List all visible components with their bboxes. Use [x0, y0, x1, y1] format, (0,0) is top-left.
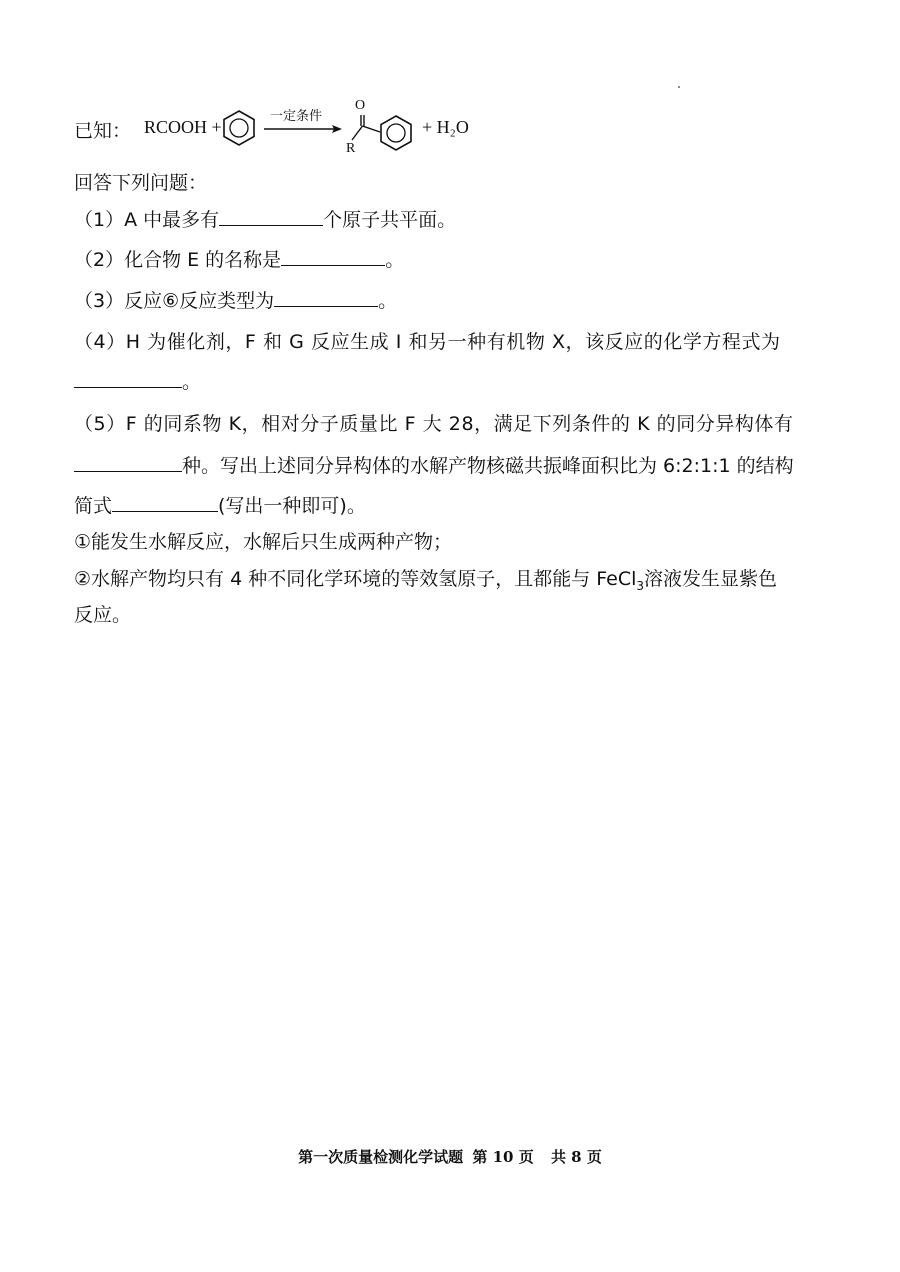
q2-answer-blank[interactable] — [281, 247, 385, 266]
reaction-condition: 一定条件 — [270, 109, 323, 124]
byproduct-water: + H₂O — [422, 117, 469, 137]
question-2 — [74, 245, 404, 272]
reaction-arrow-icon — [264, 124, 342, 134]
question-5-line-1: （5）F 的同系物 K，相对分子质量比 F 大 28，满足下列条件的 K 的同分异构体有 — [74, 413, 794, 435]
q5-line3-prefix: 简式 — [74, 495, 113, 517]
q3-suffix: 。 — [378, 290, 398, 312]
footer-total: 共 8 页 — [550, 1148, 602, 1166]
cond2-subscript: 3 — [636, 578, 645, 593]
benzene-ring-icon — [222, 110, 256, 146]
reactant-rcooh: RCOOH + — [144, 117, 222, 137]
q5-structure-blank[interactable] — [112, 493, 218, 512]
q2-suffix: 。 — [385, 249, 405, 271]
q1-prefix: （1）A 中最多有 — [74, 209, 220, 231]
product-r-group: R — [346, 141, 356, 156]
q1-answer-blank[interactable] — [219, 207, 323, 226]
condition-2-line-2: 反应。 — [74, 604, 132, 626]
cond2-suffix: 溶液发生显紫色 — [644, 568, 778, 590]
q3-prefix: （3）反应⑥反应类型为 — [74, 290, 275, 312]
question-4-line-1: （4）H 为催化剂，F 和 G 反应生成 I 和另一种有机物 X，该反应的化学方程式为 — [74, 331, 781, 353]
question-3 — [74, 286, 397, 313]
footer-page: 第 10 页 — [472, 1148, 534, 1166]
q5-line3-suffix: (写出一种即可)。 — [218, 495, 366, 517]
known-label: 已知： — [74, 120, 132, 142]
question-4-line-2 — [74, 367, 201, 394]
q4-suffix: 。 — [182, 371, 202, 393]
product-oxygen: O — [355, 98, 366, 113]
condition-2-line-1 — [74, 564, 777, 593]
condition-1: ①能发生水解反应，水解后只生成两种产物； — [74, 531, 453, 553]
footer-title: 第一次质量检测化学试题 — [298, 1148, 464, 1166]
known-reaction — [74, 98, 514, 158]
q5-line2-text: 种。写出上述同分异构体的水解产物核磁共振峰面积比为 6:2:1:1 的结构 — [182, 455, 794, 477]
intro-text: 回答下列问题： — [74, 172, 208, 194]
q1-suffix: 个原子共平面。 — [323, 209, 457, 231]
scan-speck — [678, 86, 680, 88]
question-5-line-2 — [74, 451, 794, 478]
q5-count-blank[interactable] — [74, 453, 182, 472]
q2-prefix: （2）化合物 E 的名称是 — [74, 249, 282, 271]
q4-answer-blank[interactable] — [74, 369, 182, 388]
question-1 — [74, 205, 456, 232]
cond2-prefix: ②水解产物均只有 4 种不同化学环境的等效氢原子，且都能与 FeCl — [74, 568, 637, 590]
page-footer — [0, 1146, 900, 1167]
q3-answer-blank[interactable] — [274, 288, 378, 307]
question-5-line-3 — [74, 491, 366, 518]
